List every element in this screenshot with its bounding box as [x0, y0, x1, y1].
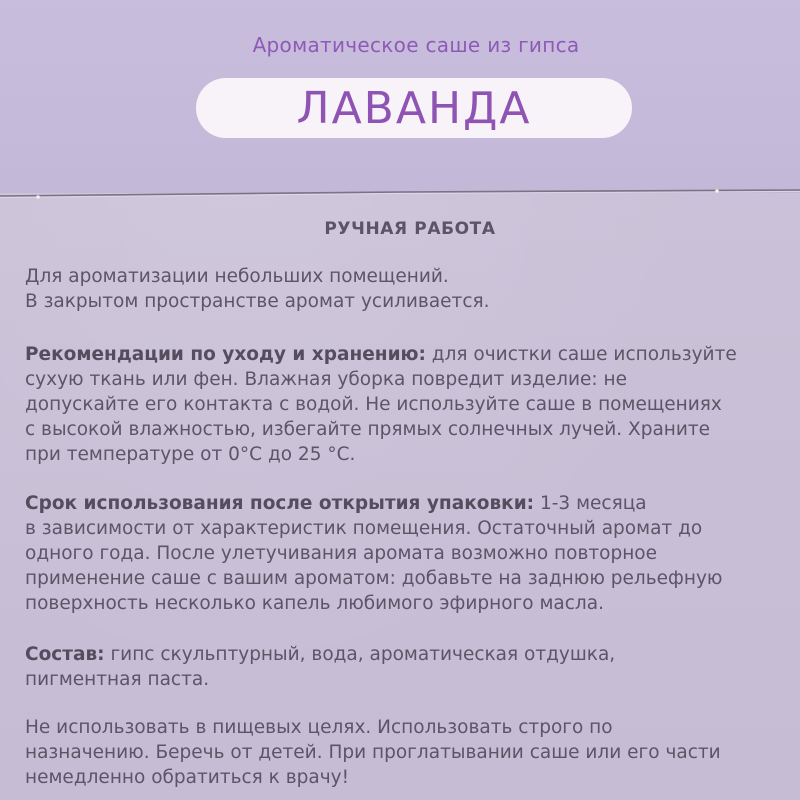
care-paragraph [25, 342, 737, 467]
warning-line: назначению. Беречь от детей. При проглатывании саше или его части [25, 742, 721, 763]
shelf-life-text: 1-3 месяца [534, 493, 647, 514]
composition-label: Состав: [25, 644, 105, 665]
warning-paragraph [25, 715, 721, 790]
handmade-heading: РУЧНАЯ РАБОТА [324, 219, 496, 239]
shelf-life-line: поверхность несколько капель любимого эфирного масла. [25, 593, 604, 614]
shelf-life-paragraph [25, 491, 722, 616]
care-line: с высокой влажностью, избегайте прямых солнечных лучей. Храните [25, 419, 711, 440]
warning-line: немедленно обратиться к врачу! [25, 767, 350, 788]
care-text: для очистки саше используйте [425, 344, 737, 365]
product-subtitle: Ароматическое саше из гипса [252, 33, 580, 57]
composition-paragraph [25, 642, 615, 692]
intro-line: В закрытом пространстве аромат усиливается. [25, 291, 490, 312]
intro-paragraph [25, 264, 490, 314]
shelf-life-line: в зависимости от характеристик помещения. Остаточный аромат до [25, 518, 703, 539]
composition-line: пигментная паста. [25, 669, 210, 690]
care-line: при температуре от 0°C до 25 °C. [25, 444, 356, 465]
care-label: Рекомендации по уходу и хранению: [25, 344, 426, 365]
shelf-life-line: применение саше с вашим ароматом: добавьте на заднюю рельефную [25, 568, 723, 589]
composition-text: гипс скульптурный, вода, ароматическая отдушка, [104, 644, 616, 665]
warning-line: Не использовать в пищевых целях. Использовать строго по [25, 717, 613, 738]
shelf-life-label: Срок использования после открытия упаковки: [25, 493, 535, 514]
intro-line: Для ароматизации небольших помещений. [25, 266, 449, 287]
care-line: допускайте его контакта с водой. Не используйте саше в помещениях [25, 394, 722, 415]
shelf-life-line: одного года. После улетучивания аромата возможно повторное [25, 543, 657, 564]
product-title: ЛАВАНДА [296, 83, 532, 134]
fold-crease [0, 188, 800, 202]
care-line: сухую ткань или фен. Влажная уборка повредит изделие: не [25, 369, 627, 390]
